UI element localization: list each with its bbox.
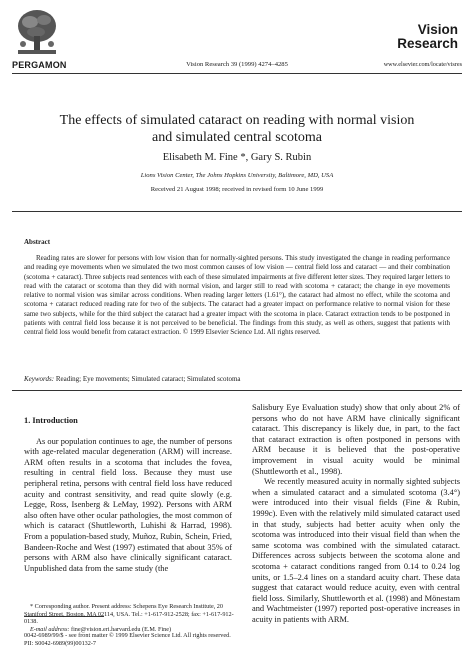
pii-line: PII: S0042-6989(99)00132-7 <box>24 639 97 647</box>
corresponding-author-note: * Corresponding author. Present address: Schepens Eye Research Institute, 20 Staniford Street, Boston, MA 02114, USA. Tel.: +1-617-912-2528; fax: +1-617-912-0138. <box>24 603 234 626</box>
footnote <box>24 603 234 633</box>
body-column-right <box>252 403 460 625</box>
keywords-line <box>24 375 450 383</box>
author-list: Elisabeth M. Fine *, Gary S. Rubin <box>162 152 312 163</box>
keywords-list: Reading; Eye movements; Simulated cataract; Simulated scotoma <box>55 375 241 383</box>
abstract-heading: Abstract <box>24 238 51 246</box>
journal-citation: Vision Research 39 (1999) 4274–4285 <box>186 61 288 68</box>
journal-title <box>397 23 458 51</box>
issn-line: 0042-6989/99/$ - see front matter © 1999 Elsevier Science Ltd. All rights reserved. <box>24 632 231 639</box>
body-paragraph: We recently measured acuity in normally sighted subjects when a simulated cataract and a simulated scotoma (3.4°) were introduced into their visual fields (Fine & Rubin, 1999c). Even with the relatively mild simulated cataract used in that study, subjects had better acuity when only the scotoma was introduced into their visual field than when the same scotoma was combined with the simulated cataract. Differences across subjects between the scotoma alone and scotoma + cataract conditions ranged from 0.14 to 0.24 log units, or 1.5–2.4 lines on a standard acuity chart. These data suggest that cataract would reduce acuity, even with central field loss. Similarly, Shuttleworth et al. (1998) and Mönestam and Wachtmeister (1997) reported post-operative increases in acuity in patients with ARM. <box>252 477 460 624</box>
body-paragraph: Salisbury Eye Evaluation study) show that only about 2% of persons who do not have ARM have clinically significant cataract. This discrepancy is likely due, in part, to the fact that cataract extraction is often postponed in persons with ARM because it is believed that the post-operative improvement in visual acuity would be minimal (Shuttleworth et al., 1998). <box>252 403 460 476</box>
abstract-text: Reading rates are slower for persons with low vision than for normally-sighted persons. This study investigated the change in reading performance and reading eye movements when we simulated the two most common causes of low vision — central field loss and cataract — and their combination (scotoma + cataract). Three subjects read sentences with each of these simulated impairments at five different letter sizes. They required larger letters to read with the cataract or scotoma than they did with normal vision, and larger still to read with scotoma + cataract; the change in eye movements relative to normal vision was similar across conditions. When reading larger letters (1.61°), the cataract had almost no effect, while the scotoma and scotoma + cataract reduced reading rate for two of the subjects. The cataract had a greater impact on performance relative to normal vision for these same two subjects, while for the third subject the cataract had a greater impact with the scotoma in place. Cataract extraction tends to be postponed in patients with central field loss because it is not perceived to be beneficial. The findings from this study, as well as others, suggest that patients with central field loss would benefit from cataract extraction. © 1999 Elsevier Science Ltd. All rights reserved. <box>24 254 450 337</box>
elsevier-tree-logo <box>14 6 60 58</box>
email-label: E-mail address: <box>30 625 70 633</box>
body-column-left <box>24 396 232 574</box>
email-address[interactable]: fine@vision.eri.harvard.edu (E.M. Fine) <box>71 625 172 633</box>
journal-title-line-1: Vision <box>417 22 458 37</box>
article-title-line-1: The effects of simulated cataract on reading with normal vision <box>59 113 415 128</box>
received-dates: Received 21 August 1998; received in revised form 10 June 1999 <box>150 186 324 193</box>
front-matter-info <box>24 632 231 648</box>
article-title <box>0 112 474 146</box>
body-paragraph: As our population continues to age, the number of persons with age-related macular degeneration (ARM) will increase. ARM often results in a scotoma that includes the fovea, resulting in central field loss. Because they must use peripheral retina, persons with central field loss have reduced acuity and contrast sensitivity, and read quite slowly (e.g. Legge, Ross, Isenberg & LeMay, 1992). Persons with ARM also often have other ocular pathologies, the most common of which is cataract (Shuttleworth, Luhishi & Harrad, 1998). From a population-based study, Muñoz, Rubin, Schein, Fried, Bandeen-Roche and West (1997) estimated that about 35% of persons with ARM also have clinically significant cataract. Unpublished data from the same study (the <box>24 436 232 573</box>
publisher-name: PERGAMON <box>12 60 67 70</box>
abstract-bottom-rule <box>12 390 462 391</box>
article-title-line-2: and simulated central scotoma <box>152 130 322 145</box>
abstract-top-rule <box>12 211 462 212</box>
keywords-label: Keywords: <box>24 375 55 383</box>
header-rule <box>12 73 462 74</box>
section-heading-introduction: 1. Introduction <box>24 416 78 425</box>
author-affiliation: Lions Vision Center, The Johns Hopkins University, Baltimore, MD, USA <box>140 172 334 179</box>
journal-url[interactable]: www.elsevier.com/locate/visres <box>383 61 462 68</box>
journal-title-line-2: Research <box>397 36 458 51</box>
